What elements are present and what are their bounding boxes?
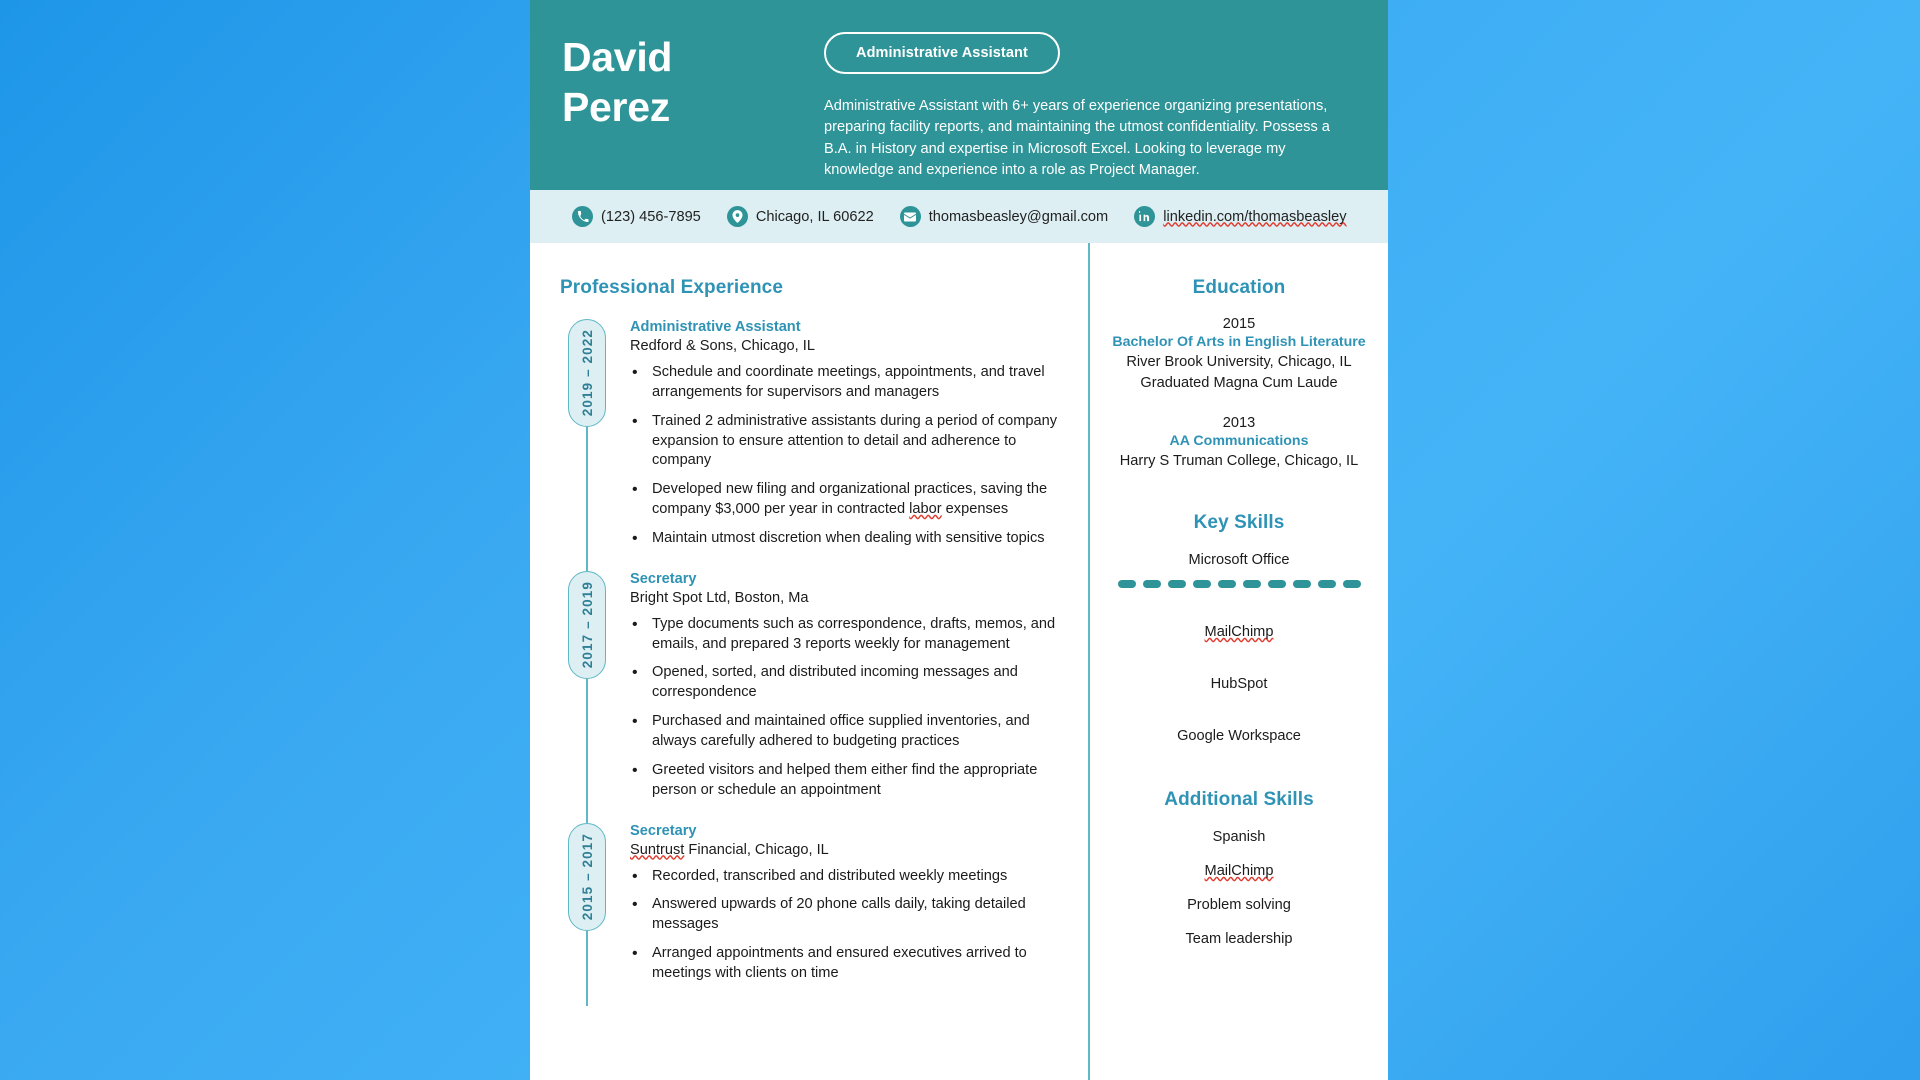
- contact-linkedin[interactable]: [1134, 206, 1346, 227]
- job-bullet: • Schedule and coordinate meetings, appointments, and travel arrangements for supervisors and managers: [630, 363, 1062, 403]
- job-bullet: • Type documents such as correspondence, drafts, memos, and emails, and prepared 3 reports weekly for management: [630, 615, 1062, 655]
- name-block: [562, 26, 824, 132]
- education-entry: [1112, 415, 1366, 472]
- rating-dash: [1168, 580, 1186, 588]
- sidebar-column: [1090, 243, 1388, 1080]
- location-text: Chicago, IL 60622: [755, 208, 874, 225]
- misspelled-word: labor: [909, 501, 942, 518]
- resume-body: [530, 243, 1388, 1080]
- job-date-pill: [568, 823, 606, 931]
- job-timeline: [560, 319, 614, 571]
- job-entry: [560, 319, 1062, 571]
- skill-item: [1112, 728, 1366, 744]
- email-text: thomasbeasley@gmail.com: [928, 208, 1109, 225]
- contact-phone[interactable]: [572, 206, 701, 227]
- additional-skill-item: Spanish: [1212, 829, 1266, 846]
- job-title: Secretary: [630, 570, 697, 587]
- additional-skill-item: Problem solving: [1187, 897, 1291, 914]
- job-title: Administrative Assistant: [630, 319, 801, 335]
- skill-name: HubSpot: [1210, 676, 1268, 693]
- last-name: Perez: [562, 84, 670, 131]
- skill-name: Google Workspace: [1177, 728, 1301, 745]
- skill-item: [1112, 624, 1366, 640]
- additional-skill-item: Team leadership: [1185, 931, 1293, 948]
- job-dates: 2015 – 2017: [579, 832, 595, 921]
- rating-dash: [1143, 580, 1161, 588]
- job-bullet: • Answered upwards of 20 phone calls daily, taking detailed messages: [630, 895, 1062, 935]
- timeline-connector: [586, 931, 588, 1006]
- education-entry: [1112, 316, 1366, 393]
- experience-column: [530, 243, 1090, 1080]
- education-year: 2015: [1222, 316, 1256, 332]
- job-date-pill: [568, 571, 606, 679]
- envelope-icon: [900, 206, 921, 227]
- job-bullet: • Arranged appointments and ensured executives arrived to meetings with clients on time: [630, 944, 1062, 984]
- job-list: [560, 319, 1062, 1006]
- skill-rating-bar: [1112, 580, 1366, 588]
- phone-icon: [572, 206, 593, 227]
- misspelled-word: Suntrust: [630, 841, 685, 858]
- job-content: [614, 319, 1062, 571]
- job-timeline: [560, 571, 614, 823]
- additional-skills-section-title: Additional Skills: [1164, 789, 1314, 811]
- job-bullet: • Trained 2 administrative assistants during a period of company expansion to ensure attention to detail and adherence to company: [630, 412, 1062, 472]
- job-company: Bright Spot Ltd, Boston, Ma: [630, 589, 809, 606]
- job-entry: [560, 823, 1062, 1006]
- job-bullets: [630, 867, 1062, 984]
- job-dates: 2017 – 2019: [579, 581, 595, 669]
- contact-email[interactable]: [900, 206, 1108, 227]
- job-bullet: • Opened, sorted, and distributed incoming messages and correspondence: [630, 663, 1062, 703]
- job-bullet: • Developed new filing and organizational practices, saving the company $3,000 per year in contracted labor expenses: [630, 480, 1062, 520]
- map-pin-icon: [727, 206, 748, 227]
- experience-section-title: Professional Experience: [560, 277, 784, 298]
- additional-skill-item: MailChimp: [1204, 863, 1274, 880]
- job-bullet: • Greeted visitors and helped them either find the appropriate person or schedule an appointment: [630, 761, 1062, 801]
- rating-dash: [1118, 580, 1136, 588]
- job-bullet: • Recorded, transcribed and distributed weekly meetings: [630, 867, 1062, 887]
- education-year: 2013: [1222, 415, 1256, 432]
- job-company: Suntrust Financial, Chicago, IL: [630, 841, 829, 858]
- job-content: [614, 571, 1062, 823]
- job-bullets: [630, 363, 1062, 549]
- resume-document: [530, 0, 1388, 1080]
- rating-dash: [1243, 580, 1261, 588]
- timeline-connector: [586, 427, 588, 571]
- job-bullet: • Maintain utmost discretion when dealing with sensitive topics: [630, 529, 1062, 549]
- timeline-connector: [586, 679, 588, 823]
- job-entry: [560, 571, 1062, 823]
- skill-name: MailChimp: [1204, 624, 1274, 641]
- job-dates: 2019 – 2022: [579, 329, 595, 417]
- job-company: Redford & Sons, Chicago, IL: [630, 338, 815, 354]
- skill-item: [1112, 552, 1366, 588]
- education-school: Harry S Truman College, Chicago, IL: [1119, 453, 1359, 470]
- phone-text: (123) 456-7895: [601, 208, 701, 225]
- job-timeline: [560, 823, 614, 1006]
- header-right-block: [824, 26, 1352, 182]
- rating-dash: [1343, 580, 1361, 588]
- linkedin-icon: [1134, 206, 1155, 227]
- professional-summary: Administrative Assistant with 6+ years of experience organizing presentations, preparing facility reports, and maintaining the utmost confidentiality. Possess a B.A. in History and expertise in Microsoft Excel. Looking to leverage my knowledge and experience into a role as Project Manager.: [824, 98, 1330, 179]
- job-date-pill: [568, 319, 606, 427]
- education-degree: AA Communications: [1169, 433, 1309, 450]
- rating-dash: [1193, 580, 1211, 588]
- skill-name: Microsoft Office: [1188, 552, 1290, 569]
- linkedin-text: linkedin.com/thomasbeasley: [1163, 208, 1347, 225]
- rating-dash: [1318, 580, 1336, 588]
- education-section-title: Education: [1192, 277, 1286, 298]
- skill-item: [1112, 676, 1366, 692]
- rating-dash: [1218, 580, 1236, 588]
- job-bullets: [630, 615, 1062, 801]
- resume-header: [530, 0, 1388, 190]
- rating-dash: [1268, 580, 1286, 588]
- contact-bar: [530, 190, 1388, 243]
- first-name: David: [562, 34, 673, 80]
- key-skills-section-title: Key Skills: [1193, 512, 1285, 534]
- education-degree: Bachelor Of Arts in English Literature: [1112, 334, 1366, 350]
- job-content: [614, 823, 1062, 1006]
- education-school: River Brook University, Chicago, IL: [1126, 354, 1352, 370]
- contact-location: [727, 206, 874, 227]
- role-badge: Administrative Assistant: [824, 32, 1060, 74]
- job-bullet: • Purchased and maintained office supplied inventories, and always carefully adhered to budgeting practices: [630, 712, 1062, 752]
- rating-dash: [1293, 580, 1311, 588]
- education-honors: Graduated Magna Cum Laude: [1140, 374, 1338, 391]
- job-title: Secretary: [630, 822, 697, 839]
